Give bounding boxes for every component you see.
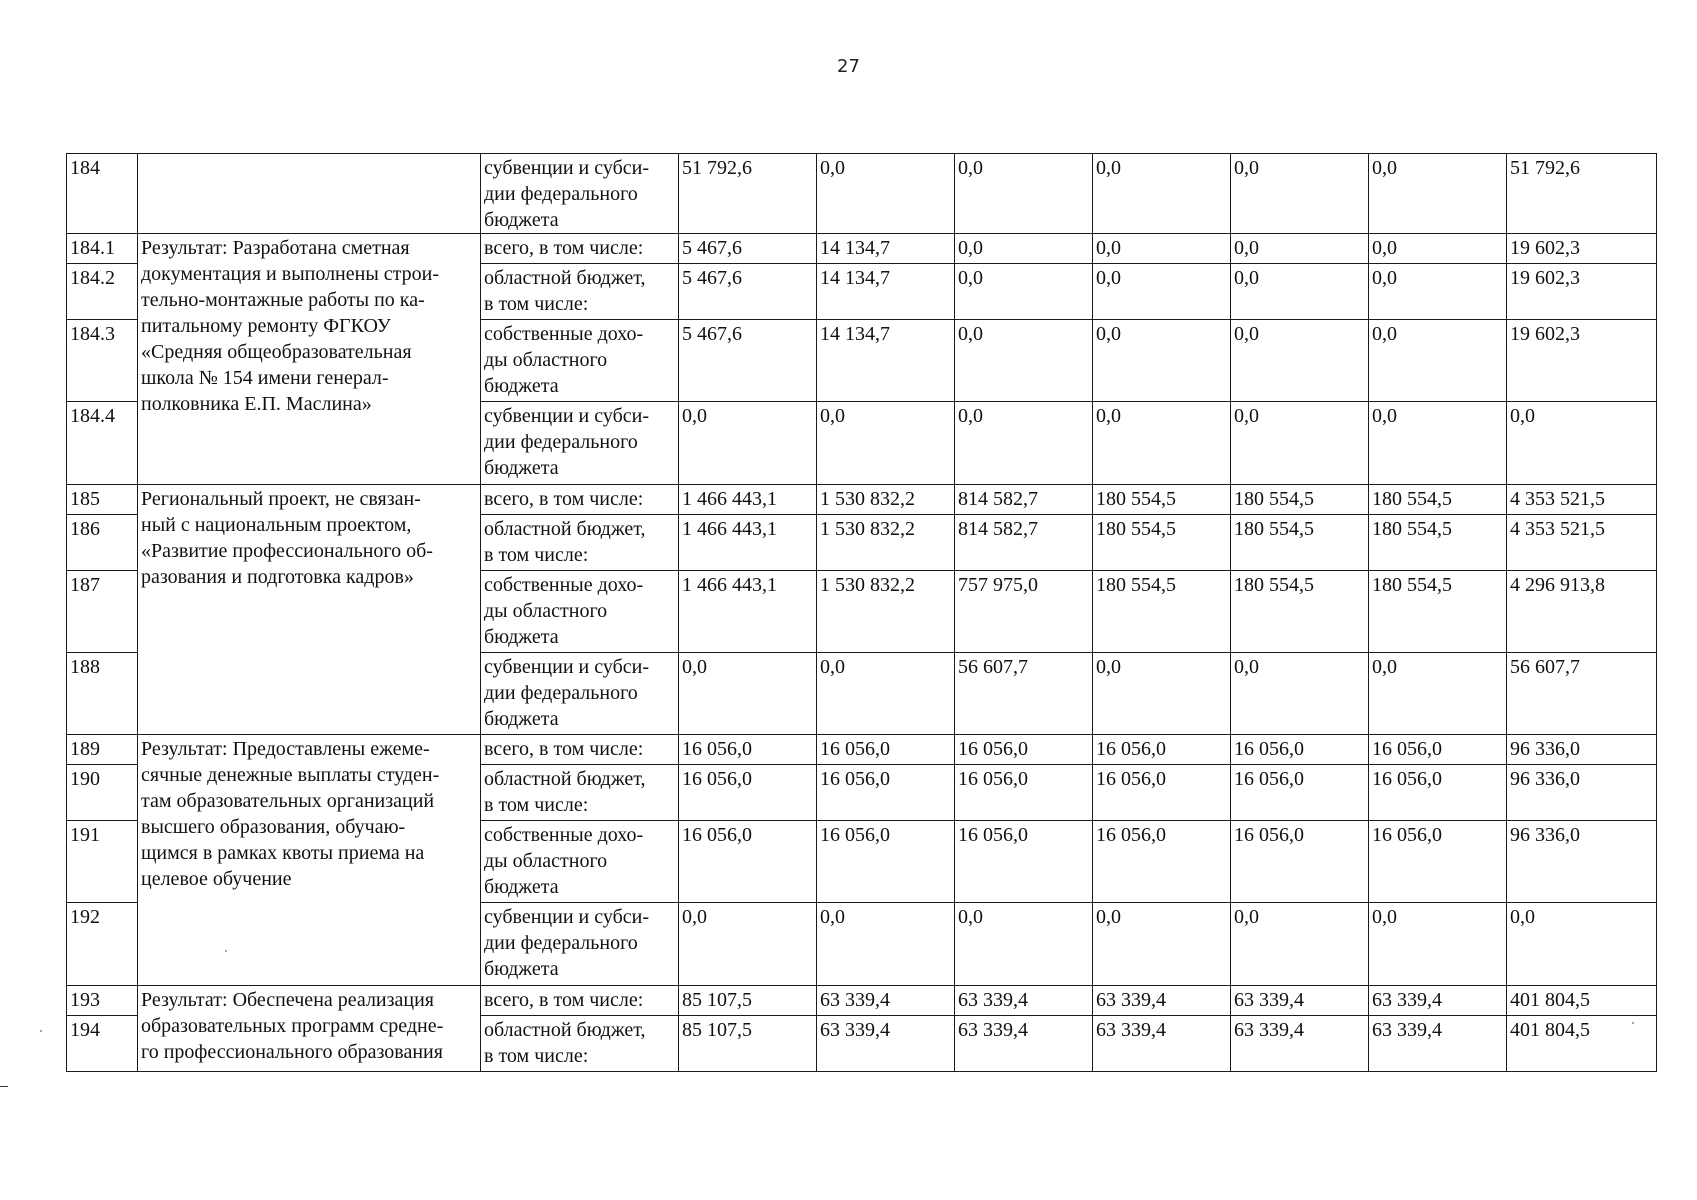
funding-source: областной бюджет, в том числе: — [481, 1016, 679, 1072]
table-row — [67, 986, 1657, 1016]
year-value: 63 339,4 — [1231, 986, 1369, 1016]
total-value: 96 336,0 — [1507, 765, 1657, 821]
year-value: 16 056,0 — [955, 765, 1093, 821]
scan-speck — [225, 950, 227, 952]
total-value: 401 804,5 — [1507, 1016, 1657, 1072]
total-value: 4 353 521,5 — [1507, 485, 1657, 515]
table-row — [67, 154, 1657, 234]
year-value: 14 134,7 — [817, 234, 955, 264]
year-value: 0,0 — [1369, 402, 1507, 485]
year-value: 63 339,4 — [817, 986, 955, 1016]
total-value: 4 353 521,5 — [1507, 515, 1657, 571]
year-value: 85 107,5 — [679, 986, 817, 1016]
year-value: 16 056,0 — [1369, 821, 1507, 903]
year-value: 0,0 — [1369, 903, 1507, 986]
row-number: 194 — [67, 1016, 138, 1072]
row-number: 193 — [67, 986, 138, 1016]
margin-mark — [0, 1086, 8, 1087]
year-value: 63 339,4 — [1369, 1016, 1507, 1072]
year-value: 16 056,0 — [817, 765, 955, 821]
row-number: 184.4 — [67, 402, 138, 485]
year-value: 180 554,5 — [1231, 515, 1369, 571]
year-value: 16 056,0 — [817, 735, 955, 765]
year-value: 0,0 — [679, 402, 817, 485]
year-value: 85 107,5 — [679, 1016, 817, 1072]
funding-source: собственные дохо- ды областного бюджета — [481, 320, 679, 402]
year-value: 180 554,5 — [1093, 515, 1231, 571]
year-value: 0,0 — [1369, 264, 1507, 320]
year-value: 180 554,5 — [1093, 485, 1231, 515]
year-value: 16 056,0 — [1369, 765, 1507, 821]
year-value: 180 554,5 — [1369, 485, 1507, 515]
funding-source: субвенции и субси- дии федерального бюджета — [481, 154, 679, 234]
item-description — [138, 154, 481, 234]
year-value: 63 339,4 — [1093, 986, 1231, 1016]
funding-source: областной бюджет, в том числе: — [481, 264, 679, 320]
year-value: 1 530 832,2 — [817, 571, 955, 653]
year-value: 814 582,7 — [955, 515, 1093, 571]
scan-speck — [40, 1030, 42, 1032]
page-number: 27 — [837, 56, 860, 77]
row-number: 191 — [67, 821, 138, 903]
table-row — [67, 234, 1657, 264]
total-value: 0,0 — [1507, 402, 1657, 485]
item-description: Результат: Обеспечена реализация образовательных программ средне- го профессионального образования — [138, 986, 481, 1072]
funding-source: всего, в том числе: — [481, 234, 679, 264]
year-value: 0,0 — [955, 264, 1093, 320]
scan-speck — [1632, 1022, 1634, 1024]
total-value: 51 792,6 — [1507, 154, 1657, 234]
year-value: 16 056,0 — [955, 821, 1093, 903]
year-value: 0,0 — [1093, 264, 1231, 320]
item-description: Результат: Предоставлены ежеме- сячные денежные выплаты студен- там образовательных организаций высшего образования, обучаю- щимся в рамках квоты приема на целевое обучение — [138, 735, 481, 986]
year-value: 0,0 — [1231, 234, 1369, 264]
total-value: 56 607,7 — [1507, 653, 1657, 735]
row-number: 187 — [67, 571, 138, 653]
row-number: 184.2 — [67, 264, 138, 320]
year-value: 0,0 — [1231, 653, 1369, 735]
year-value: 14 134,7 — [817, 320, 955, 402]
year-value: 16 056,0 — [1231, 765, 1369, 821]
total-value: 96 336,0 — [1507, 821, 1657, 903]
year-value: 0,0 — [1231, 154, 1369, 234]
total-value: 96 336,0 — [1507, 735, 1657, 765]
year-value: 0,0 — [1093, 154, 1231, 234]
year-value: 180 554,5 — [1369, 571, 1507, 653]
total-value: 19 602,3 — [1507, 320, 1657, 402]
year-value: 16 056,0 — [817, 821, 955, 903]
year-value: 5 467,6 — [679, 234, 817, 264]
year-value: 16 056,0 — [1231, 735, 1369, 765]
table-row — [67, 735, 1657, 765]
year-value: 63 339,4 — [817, 1016, 955, 1072]
year-value: 0,0 — [679, 903, 817, 986]
total-value: 19 602,3 — [1507, 234, 1657, 264]
year-value: 0,0 — [1231, 320, 1369, 402]
funding-source: областной бюджет, в том числе: — [481, 765, 679, 821]
total-value: 0,0 — [1507, 903, 1657, 986]
year-value: 0,0 — [1093, 320, 1231, 402]
year-value: 0,0 — [1231, 264, 1369, 320]
year-value: 0,0 — [1093, 402, 1231, 485]
funding-source: областной бюджет, в том числе: — [481, 515, 679, 571]
year-value: 180 554,5 — [1093, 571, 1231, 653]
year-value: 0,0 — [955, 903, 1093, 986]
year-value: 16 056,0 — [679, 765, 817, 821]
row-number: 184.1 — [67, 234, 138, 264]
year-value: 5 467,6 — [679, 264, 817, 320]
row-number: 192 — [67, 903, 138, 986]
total-value: 4 296 913,8 — [1507, 571, 1657, 653]
funding-source: субвенции и субси- дии федерального бюджета — [481, 653, 679, 735]
year-value: 180 554,5 — [1231, 571, 1369, 653]
year-value: 1 466 443,1 — [679, 515, 817, 571]
year-value: 63 339,4 — [1369, 986, 1507, 1016]
year-value: 5 467,6 — [679, 320, 817, 402]
year-value: 0,0 — [955, 320, 1093, 402]
table-row — [67, 485, 1657, 515]
year-value: 56 607,7 — [955, 653, 1093, 735]
year-value: 180 554,5 — [1231, 485, 1369, 515]
year-value: 0,0 — [1093, 653, 1231, 735]
year-value: 1 466 443,1 — [679, 485, 817, 515]
year-value: 0,0 — [1093, 903, 1231, 986]
year-value: 16 056,0 — [1093, 765, 1231, 821]
year-value: 51 792,6 — [679, 154, 817, 234]
row-number: 185 — [67, 485, 138, 515]
year-value: 16 056,0 — [1093, 821, 1231, 903]
year-value: 0,0 — [817, 402, 955, 485]
total-value: 19 602,3 — [1507, 264, 1657, 320]
row-number: 186 — [67, 515, 138, 571]
year-value: 1 530 832,2 — [817, 515, 955, 571]
funding-source: всего, в том числе: — [481, 485, 679, 515]
year-value: 0,0 — [817, 653, 955, 735]
funding-source: всего, в том числе: — [481, 735, 679, 765]
year-value: 0,0 — [817, 154, 955, 234]
year-value: 0,0 — [1369, 653, 1507, 735]
row-number: 190 — [67, 765, 138, 821]
year-value: 0,0 — [1369, 320, 1507, 402]
funding-source: субвенции и субси- дии федерального бюджета — [481, 402, 679, 485]
year-value: 0,0 — [1231, 402, 1369, 485]
funding-source: собственные дохо- ды областного бюджета — [481, 821, 679, 903]
year-value: 63 339,4 — [1231, 1016, 1369, 1072]
year-value: 0,0 — [817, 903, 955, 986]
funding-source: субвенции и субси- дии федерального бюджета — [481, 903, 679, 986]
year-value: 0,0 — [955, 402, 1093, 485]
item-description: Результат: Разработана сметная документация и выполнены строи- тельно-монтажные работы по ка- питальному ремонту ФГКОУ «Средняя общеобразовательная школа № 154 имени генерал- полковника Е.П. Маслина» — [138, 234, 481, 485]
year-value: 16 056,0 — [679, 735, 817, 765]
year-value: 1 530 832,2 — [817, 485, 955, 515]
year-value: 16 056,0 — [1369, 735, 1507, 765]
funding-source: собственные дохо- ды областного бюджета — [481, 571, 679, 653]
year-value: 180 554,5 — [1369, 515, 1507, 571]
row-number: 184.3 — [67, 320, 138, 402]
funding-source: всего, в том числе: — [481, 986, 679, 1016]
year-value: 16 056,0 — [955, 735, 1093, 765]
row-number: 188 — [67, 653, 138, 735]
year-value: 0,0 — [1369, 234, 1507, 264]
year-value: 63 339,4 — [955, 986, 1093, 1016]
row-number: 184 — [67, 154, 138, 234]
total-value: 401 804,5 — [1507, 986, 1657, 1016]
year-value: 63 339,4 — [1093, 1016, 1231, 1072]
year-value: 757 975,0 — [955, 571, 1093, 653]
year-value: 0,0 — [679, 653, 817, 735]
year-value: 0,0 — [1369, 154, 1507, 234]
year-value: 814 582,7 — [955, 485, 1093, 515]
year-value: 16 056,0 — [1231, 821, 1369, 903]
table-body — [67, 154, 1657, 1072]
row-number: 189 — [67, 735, 138, 765]
year-value: 0,0 — [1093, 234, 1231, 264]
year-value: 0,0 — [955, 154, 1093, 234]
year-value: 14 134,7 — [817, 264, 955, 320]
year-value: 16 056,0 — [1093, 735, 1231, 765]
year-value: 0,0 — [1231, 903, 1369, 986]
year-value: 63 339,4 — [955, 1016, 1093, 1072]
year-value: 1 466 443,1 — [679, 571, 817, 653]
year-value: 16 056,0 — [679, 821, 817, 903]
budget-table — [66, 153, 1657, 1072]
item-description: Региональный проект, не связан- ный с национальным проектом, «Развитие профессионального об- разования и подготовка кадров» — [138, 485, 481, 735]
year-value: 0,0 — [955, 234, 1093, 264]
